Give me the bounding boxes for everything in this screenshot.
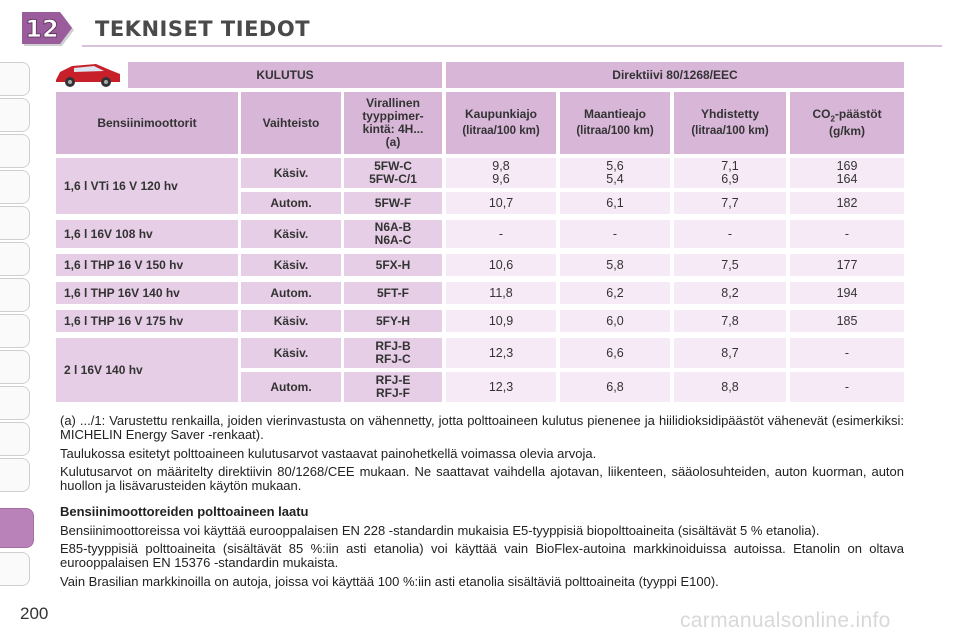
type-code: RFJ-F bbox=[376, 386, 410, 400]
city-cell: 12,3 bbox=[446, 372, 556, 402]
combined-cell: 8,7 bbox=[674, 338, 786, 368]
type-code: 5FW-C bbox=[374, 159, 412, 173]
type-cell: 5FY-H bbox=[344, 310, 442, 332]
col-engine: Bensiinimoottorit bbox=[56, 92, 238, 154]
gearbox-cell: Autom. bbox=[241, 192, 341, 214]
type-cell: 5FX-H bbox=[344, 254, 442, 276]
city-cell: 10,7 bbox=[446, 192, 556, 214]
type-code: RFJ-C bbox=[375, 352, 411, 366]
chapter-badge bbox=[18, 10, 78, 50]
city-cell: 10,9 bbox=[446, 310, 556, 332]
chapter-tab[interactable] bbox=[0, 98, 30, 132]
engine-cell: 2 l 16V 140 hv bbox=[56, 338, 238, 402]
notes-section bbox=[60, 414, 904, 593]
chapter-tab[interactable] bbox=[0, 350, 30, 384]
co2-prefix: CO bbox=[812, 106, 831, 121]
gearbox-cell: Käsiv. bbox=[241, 338, 341, 368]
paragraph: Kulutusarvot on määritelty direktiivin 80/1268/CEE mukaan. Ne saattavat vaihdella ajotavan, liikenteen, sääolosuhteiden, auton kuorman, auton huollon ja lisävarusteiden käytön mukaan. bbox=[60, 463, 904, 494]
chapter-tab-active[interactable] bbox=[0, 508, 34, 548]
type-cell bbox=[344, 338, 442, 368]
col-co2-label bbox=[812, 108, 881, 125]
value: 164 bbox=[836, 172, 858, 186]
highway-cell: 6,1 bbox=[560, 192, 670, 214]
type-code: N6A-B bbox=[374, 220, 412, 234]
col-gearbox: Vaihteisto bbox=[241, 92, 341, 154]
chapter-tab[interactable] bbox=[0, 134, 30, 168]
col-type-line: Virallinen bbox=[366, 96, 420, 110]
combined-cell: 7,7 bbox=[674, 192, 786, 214]
chapter-tab[interactable] bbox=[0, 552, 30, 586]
col-type-line: (a) bbox=[385, 135, 401, 149]
co2-cell: - bbox=[790, 338, 904, 368]
band-consumption: KULUTUS bbox=[128, 62, 442, 88]
highway-cell: 6,0 bbox=[560, 310, 670, 332]
chapter-tab[interactable] bbox=[0, 422, 30, 456]
chapter-tab[interactable] bbox=[0, 62, 30, 96]
col-combined bbox=[674, 92, 786, 154]
combined-cell: - bbox=[674, 220, 786, 248]
col-type-line: tyyppimer- bbox=[362, 109, 424, 123]
type-code: RFJ-B bbox=[375, 339, 411, 353]
gearbox-cell: Käsiv. bbox=[241, 254, 341, 276]
paragraph: E85-tyyppisiä polttoaineita (sisältävät 85 %:iin asti etanolia) voi käyttää vain BioFlex-autoina markkinoiduissa autoissa. Etanolin on oltava eurooppalaisen EN 15376 -standardin mukaista. bbox=[60, 541, 904, 571]
col-city bbox=[446, 92, 556, 154]
co2-cell: - bbox=[790, 220, 904, 248]
combined-cell: 7,8 bbox=[674, 310, 786, 332]
combined-cell bbox=[674, 158, 786, 188]
engine-cell: 1,6 l THP 16 V 175 hv bbox=[56, 310, 238, 332]
highway-cell: 5,8 bbox=[560, 254, 670, 276]
highway-cell bbox=[560, 158, 670, 188]
city-cell: 11,8 bbox=[446, 282, 556, 304]
co2-suffix: -päästöt bbox=[834, 106, 882, 121]
chapter-tab-strip bbox=[0, 62, 34, 582]
highway-cell: 6,2 bbox=[560, 282, 670, 304]
value: 9,6 bbox=[492, 172, 510, 186]
col-city-unit: (litraa/100 km) bbox=[462, 125, 540, 137]
co2-cell: 182 bbox=[790, 192, 904, 214]
chapter-tab[interactable] bbox=[0, 314, 30, 348]
col-co2 bbox=[790, 92, 904, 154]
type-cell bbox=[344, 220, 442, 248]
col-type bbox=[344, 92, 442, 154]
col-combined-unit: (litraa/100 km) bbox=[691, 125, 769, 137]
value: 7,1 bbox=[721, 159, 739, 173]
col-highway bbox=[560, 92, 670, 154]
gearbox-cell: Käsiv. bbox=[241, 158, 341, 188]
co2-cell: 177 bbox=[790, 254, 904, 276]
col-city-label: Kaupunkiajo bbox=[464, 107, 537, 121]
highway-cell: - bbox=[560, 220, 670, 248]
watermark: carmanualsonline.info bbox=[680, 609, 891, 632]
engine-cell: 1,6 l VTi 16 V 120 hv bbox=[56, 158, 238, 214]
engine-cell: 1,6 l THP 16 V 150 hv bbox=[56, 254, 238, 276]
type-cell bbox=[344, 372, 442, 402]
engine-cell: 1,6 l 16V 108 hv bbox=[56, 220, 238, 248]
engine-cell: 1,6 l THP 16V 140 hv bbox=[56, 282, 238, 304]
page-title: TEKNISET TIEDOT bbox=[95, 17, 311, 41]
combined-cell: 8,2 bbox=[674, 282, 786, 304]
type-cell bbox=[344, 158, 442, 188]
city-cell: - bbox=[446, 220, 556, 248]
value: 9,8 bbox=[492, 159, 510, 173]
gearbox-cell: Autom. bbox=[241, 372, 341, 402]
highway-cell: 6,6 bbox=[560, 338, 670, 368]
co2-cell: 185 bbox=[790, 310, 904, 332]
co2-cell bbox=[790, 158, 904, 188]
col-combined-label: Yhdistetty bbox=[700, 107, 759, 121]
col-highway-unit: (litraa/100 km) bbox=[576, 125, 654, 137]
co2-subscript: 2 bbox=[830, 114, 835, 124]
title-divider bbox=[82, 45, 942, 47]
city-cell: 12,3 bbox=[446, 338, 556, 368]
gearbox-cell: Autom. bbox=[241, 282, 341, 304]
type-code: RFJ-E bbox=[375, 373, 411, 387]
gearbox-cell: Käsiv. bbox=[241, 220, 341, 248]
chapter-tab[interactable] bbox=[0, 242, 30, 276]
value: 5,6 bbox=[606, 159, 624, 173]
combined-cell: 8,8 bbox=[674, 372, 786, 402]
paragraph: Vain Brasilian markkinoilla on autoja, joissa voi käyttää 100 %:iin asti etanolia sisältäviä polttoaineita (tyyppi E100). bbox=[60, 573, 719, 589]
footnote-a: (a) .../1: Varustettu renkailla, joiden vierinvastusta on vähennetty, jotta polttoaineen kulutus pienenee ja hiilidioksidipäästöt vähenevät (esimerkiksi: MICHELIN Energy Saver -renkaat). bbox=[60, 413, 904, 443]
chapter-tab[interactable] bbox=[0, 458, 30, 492]
col-type-line: kintä: 4H... bbox=[362, 122, 424, 136]
co2-cell: - bbox=[790, 372, 904, 402]
city-cell bbox=[446, 158, 556, 188]
car-icon bbox=[52, 58, 124, 90]
paragraph: Bensiinimoottoreissa voi käyttää eurooppalaisen EN 228 -standardin mukaisia E5-tyyppisiä biopolttoaineita (sisältävät 5 % etanolia). bbox=[60, 522, 820, 538]
page-number: 200 bbox=[20, 604, 49, 623]
co2-cell: 194 bbox=[790, 282, 904, 304]
city-cell: 10,6 bbox=[446, 254, 556, 276]
combined-cell: 7,5 bbox=[674, 254, 786, 276]
value: 169 bbox=[836, 159, 858, 173]
col-highway-label: Maantieajo bbox=[583, 107, 646, 121]
band-directive: Direktiivi 80/1268/EEC bbox=[446, 62, 904, 88]
gearbox-cell: Käsiv. bbox=[241, 310, 341, 332]
chapter-tab[interactable] bbox=[0, 278, 30, 312]
type-code: N6A-C bbox=[374, 233, 412, 247]
value: 6,9 bbox=[721, 172, 739, 186]
col-co2-unit: (g/km) bbox=[829, 124, 865, 139]
type-cell: 5FW-F bbox=[344, 192, 442, 214]
type-cell: 5FT-F bbox=[344, 282, 442, 304]
type-code: 5FW-C/1 bbox=[369, 172, 417, 186]
chapter-tab[interactable] bbox=[0, 386, 30, 420]
chapter-tab[interactable] bbox=[0, 206, 30, 240]
chapter-number: 12 bbox=[25, 15, 59, 43]
highway-cell: 6,8 bbox=[560, 372, 670, 402]
value: 5,4 bbox=[606, 172, 624, 186]
chapter-tab[interactable] bbox=[0, 170, 30, 204]
section-heading: Bensiinimoottoreiden polttoaineen laatu bbox=[60, 504, 309, 520]
paragraph: Taulukossa esitetyt polttoaineen kulutusarvot vastaavat painohetkellä voimassa olevia arvoja. bbox=[60, 445, 597, 461]
